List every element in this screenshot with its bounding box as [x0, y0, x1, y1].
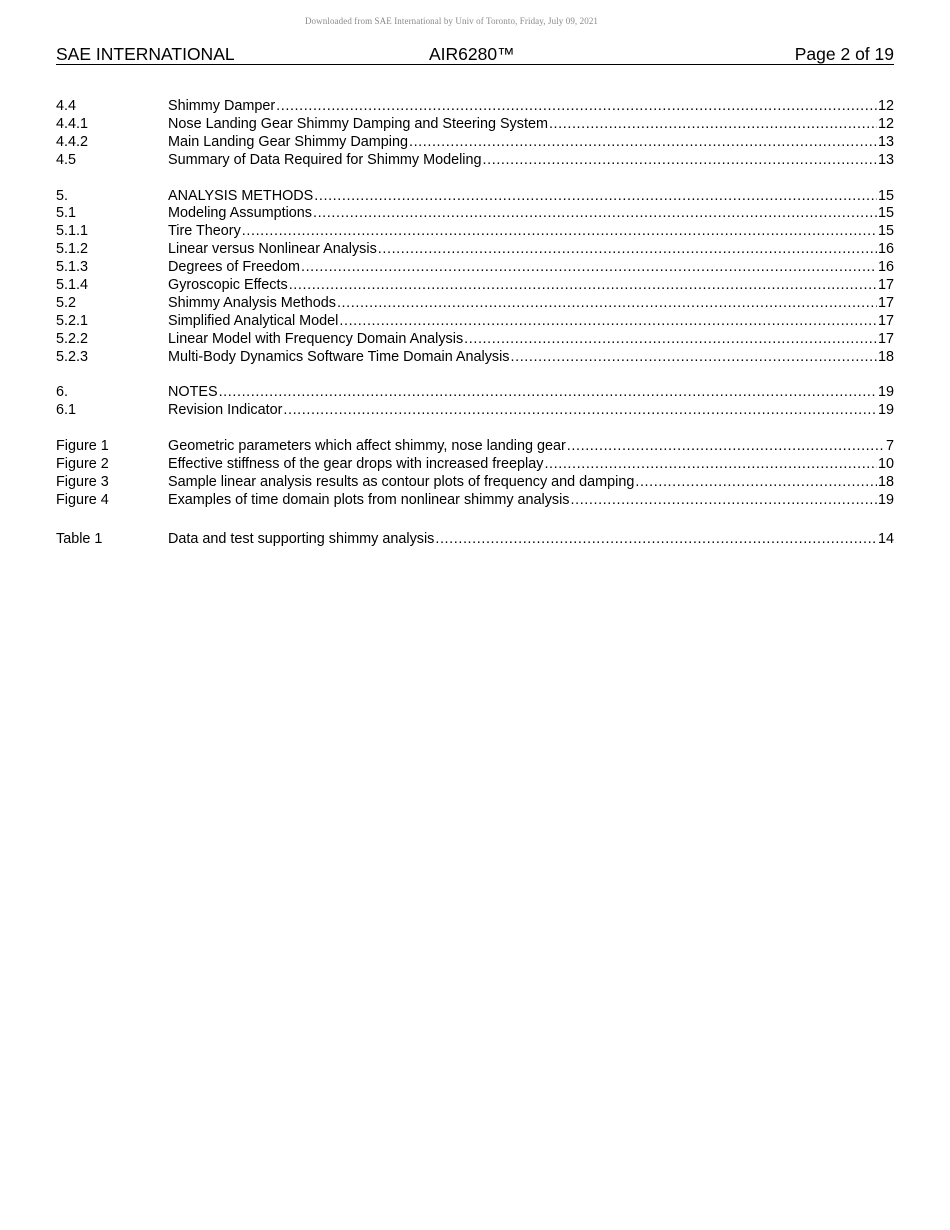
toc-entry-page: 10 — [877, 456, 894, 473]
toc-entry-number: 6.1 — [56, 402, 77, 419]
toc-dot-leader — [313, 205, 877, 223]
toc-entry-page: 7 — [885, 438, 894, 455]
toc-entry-number: 5.2.3 — [56, 348, 89, 365]
toc-group-analysis — [56, 188, 894, 367]
toc-entry-line — [168, 349, 894, 367]
toc-entry-line — [168, 402, 894, 420]
toc-entry[interactable] — [56, 456, 894, 474]
toc-entry-title: Modeling Assumptions — [168, 205, 312, 222]
toc-entry-page: 15 — [877, 187, 894, 204]
toc-entry-number: Table 1 — [56, 530, 103, 547]
toc-entry-page: 17 — [877, 277, 894, 294]
toc-entry-number: 6. — [56, 384, 69, 401]
toc-entry-title: Sample linear analysis results as contour plots of frequency and damping — [168, 474, 635, 491]
toc-dot-leader — [283, 402, 877, 420]
toc-entry-line — [168, 223, 894, 241]
toc-entry-number: 5.1.4 — [56, 277, 89, 294]
toc-dot-leader — [378, 241, 877, 259]
organization-name: SAE INTERNATIONAL — [56, 44, 235, 64]
toc-entry-number: 4.4 — [56, 98, 77, 114]
toc-entry[interactable] — [56, 474, 894, 492]
toc-dot-leader — [314, 188, 877, 206]
toc-entry-title: Multi-Body Dynamics Software Time Domain Analysis — [168, 348, 510, 365]
toc-entry-page: 18 — [877, 474, 894, 491]
toc-entry-line — [168, 152, 894, 170]
toc-entry-line — [168, 295, 894, 313]
toc-dot-leader — [409, 134, 877, 152]
toc-entry-line — [168, 331, 894, 349]
toc-dot-leader — [635, 474, 877, 492]
toc-entry-title: Nose Landing Gear Shimmy Damping and Steering System — [168, 115, 548, 132]
toc-entry-number: 4.4.1 — [56, 115, 89, 132]
toc-entry-number: Figure 4 — [56, 491, 109, 508]
toc-dot-leader — [289, 277, 877, 295]
toc-dot-leader — [435, 531, 877, 549]
toc-group-figures — [56, 438, 894, 510]
toc-entry-title: Tire Theory — [168, 223, 241, 240]
toc-entry[interactable] — [56, 116, 894, 134]
toc-entry-page: 19 — [877, 491, 894, 508]
toc-entry-line — [168, 98, 894, 116]
toc-dot-leader — [276, 98, 877, 116]
toc-entry-page: 17 — [877, 312, 894, 329]
toc-entry[interactable] — [56, 349, 894, 367]
toc-entry-title: Degrees of Freedom — [168, 259, 300, 276]
toc-entry[interactable] — [56, 295, 894, 313]
toc-entry-number: 5.2 — [56, 294, 77, 311]
toc-entry-number: 5.1.3 — [56, 259, 89, 276]
toc-entry-page: 19 — [877, 384, 894, 401]
toc-entry[interactable] — [56, 384, 894, 402]
toc-entry[interactable] — [56, 241, 894, 259]
toc-dot-leader — [339, 313, 877, 331]
toc-group-sections — [56, 98, 894, 170]
toc-entry-line — [168, 241, 894, 259]
toc-dot-leader — [567, 438, 885, 456]
toc-entry[interactable] — [56, 205, 894, 223]
toc-entry-title: ANALYSIS METHODS — [168, 187, 314, 204]
toc-entry-line — [168, 474, 894, 492]
toc-entry-page: 19 — [877, 402, 894, 419]
toc-dot-leader — [511, 349, 877, 367]
toc-entry[interactable] — [56, 402, 894, 420]
toc-entry-line — [168, 134, 894, 152]
toc-entry-page: 17 — [877, 294, 894, 311]
toc-entry-line — [168, 188, 894, 206]
toc-entry-number: 5. — [56, 187, 69, 204]
toc-entry-number: 5.1.1 — [56, 223, 89, 240]
toc-entry-page: 16 — [877, 241, 894, 258]
toc-entry-title: Shimmy Damper — [168, 98, 276, 114]
download-watermark: Downloaded from SAE International by Univ of Toronto, Friday, July 09, 2021 — [304, 16, 599, 26]
toc-entry-title: Geometric parameters which affect shimmy, nose landing gear — [168, 438, 566, 455]
toc-dot-leader — [219, 384, 877, 402]
toc-entry-page: 15 — [877, 223, 894, 240]
table-of-contents — [56, 98, 894, 567]
toc-entry[interactable] — [56, 223, 894, 241]
toc-dot-leader — [483, 152, 877, 170]
toc-entry-title: NOTES — [168, 384, 218, 401]
toc-entry-page: 12 — [877, 115, 894, 132]
toc-dot-leader — [544, 456, 877, 474]
toc-entry[interactable] — [56, 438, 894, 456]
toc-entry-page: 12 — [877, 98, 894, 114]
toc-entry-title: Examples of time domain plots from nonlinear shimmy analysis — [168, 491, 570, 508]
page-header — [56, 44, 894, 65]
toc-dot-leader — [242, 223, 877, 241]
toc-entry-title: Linear versus Nonlinear Analysis — [168, 241, 377, 258]
toc-entry-number: 4.5 — [56, 151, 77, 168]
toc-dot-leader — [464, 331, 877, 349]
toc-entry[interactable] — [56, 492, 894, 510]
toc-entry-number: 5.1 — [56, 205, 77, 222]
toc-entry[interactable] — [56, 277, 894, 295]
toc-entry-line — [168, 205, 894, 223]
toc-dot-leader — [337, 295, 877, 313]
toc-entry-line — [168, 456, 894, 474]
toc-entry-page: 18 — [877, 348, 894, 365]
toc-entry-title: Effective stiffness of the gear drops with increased freeplay — [168, 456, 544, 473]
toc-entry-number: 4.4.2 — [56, 133, 89, 150]
toc-entry-page: 13 — [877, 151, 894, 168]
toc-entry[interactable] — [56, 134, 894, 152]
toc-group-notes — [56, 384, 894, 420]
toc-entry-line — [168, 384, 894, 402]
toc-entry-title: Main Landing Gear Shimmy Damping — [168, 133, 408, 150]
toc-entry-title: Shimmy Analysis Methods — [168, 294, 336, 311]
toc-entry-title: Gyroscopic Effects — [168, 277, 288, 294]
toc-entry-title: Linear Model with Frequency Domain Analysis — [168, 330, 464, 347]
toc-dot-leader — [301, 259, 877, 277]
toc-entry-number: Figure 2 — [56, 456, 109, 473]
toc-entry-title: Summary of Data Required for Shimmy Modeling — [168, 151, 482, 168]
toc-entry[interactable] — [56, 152, 894, 170]
toc-entry[interactable] — [56, 188, 894, 206]
page-number: Page 2 of 19 — [794, 44, 894, 64]
toc-group-tables — [56, 531, 894, 549]
toc-entry-number: Figure 1 — [56, 438, 109, 455]
toc-entry-page: 16 — [877, 259, 894, 276]
toc-entry-line — [168, 531, 894, 549]
toc-entry-line — [168, 116, 894, 134]
toc-dot-leader — [571, 492, 877, 510]
toc-entry-page: 13 — [877, 133, 894, 150]
document-id: AIR6280™ — [429, 44, 515, 64]
toc-entry-line — [168, 313, 894, 331]
toc-entry[interactable] — [56, 331, 894, 349]
toc-dot-leader — [549, 116, 877, 134]
toc-entry-line — [168, 438, 894, 456]
toc-entry-page: 17 — [877, 330, 894, 347]
toc-entry-page: 14 — [877, 530, 894, 547]
toc-entry-line — [168, 277, 894, 295]
toc-entry[interactable] — [56, 531, 894, 549]
toc-entry-line — [168, 259, 894, 277]
toc-entry-number: 5.2.2 — [56, 330, 89, 347]
toc-entry-page: 15 — [877, 205, 894, 222]
toc-entry-number: 5.1.2 — [56, 241, 89, 258]
toc-entry-number: 5.2.1 — [56, 312, 89, 329]
toc-entry-line — [168, 492, 894, 510]
toc-entry-title: Data and test supporting shimmy analysis — [168, 530, 435, 547]
toc-entry[interactable] — [56, 98, 894, 116]
toc-entry-title: Revision Indicator — [168, 402, 283, 419]
toc-entry-number: Figure 3 — [56, 474, 109, 491]
toc-entry[interactable] — [56, 259, 894, 277]
toc-entry[interactable] — [56, 313, 894, 331]
toc-entry-title: Simplified Analytical Model — [168, 312, 339, 329]
